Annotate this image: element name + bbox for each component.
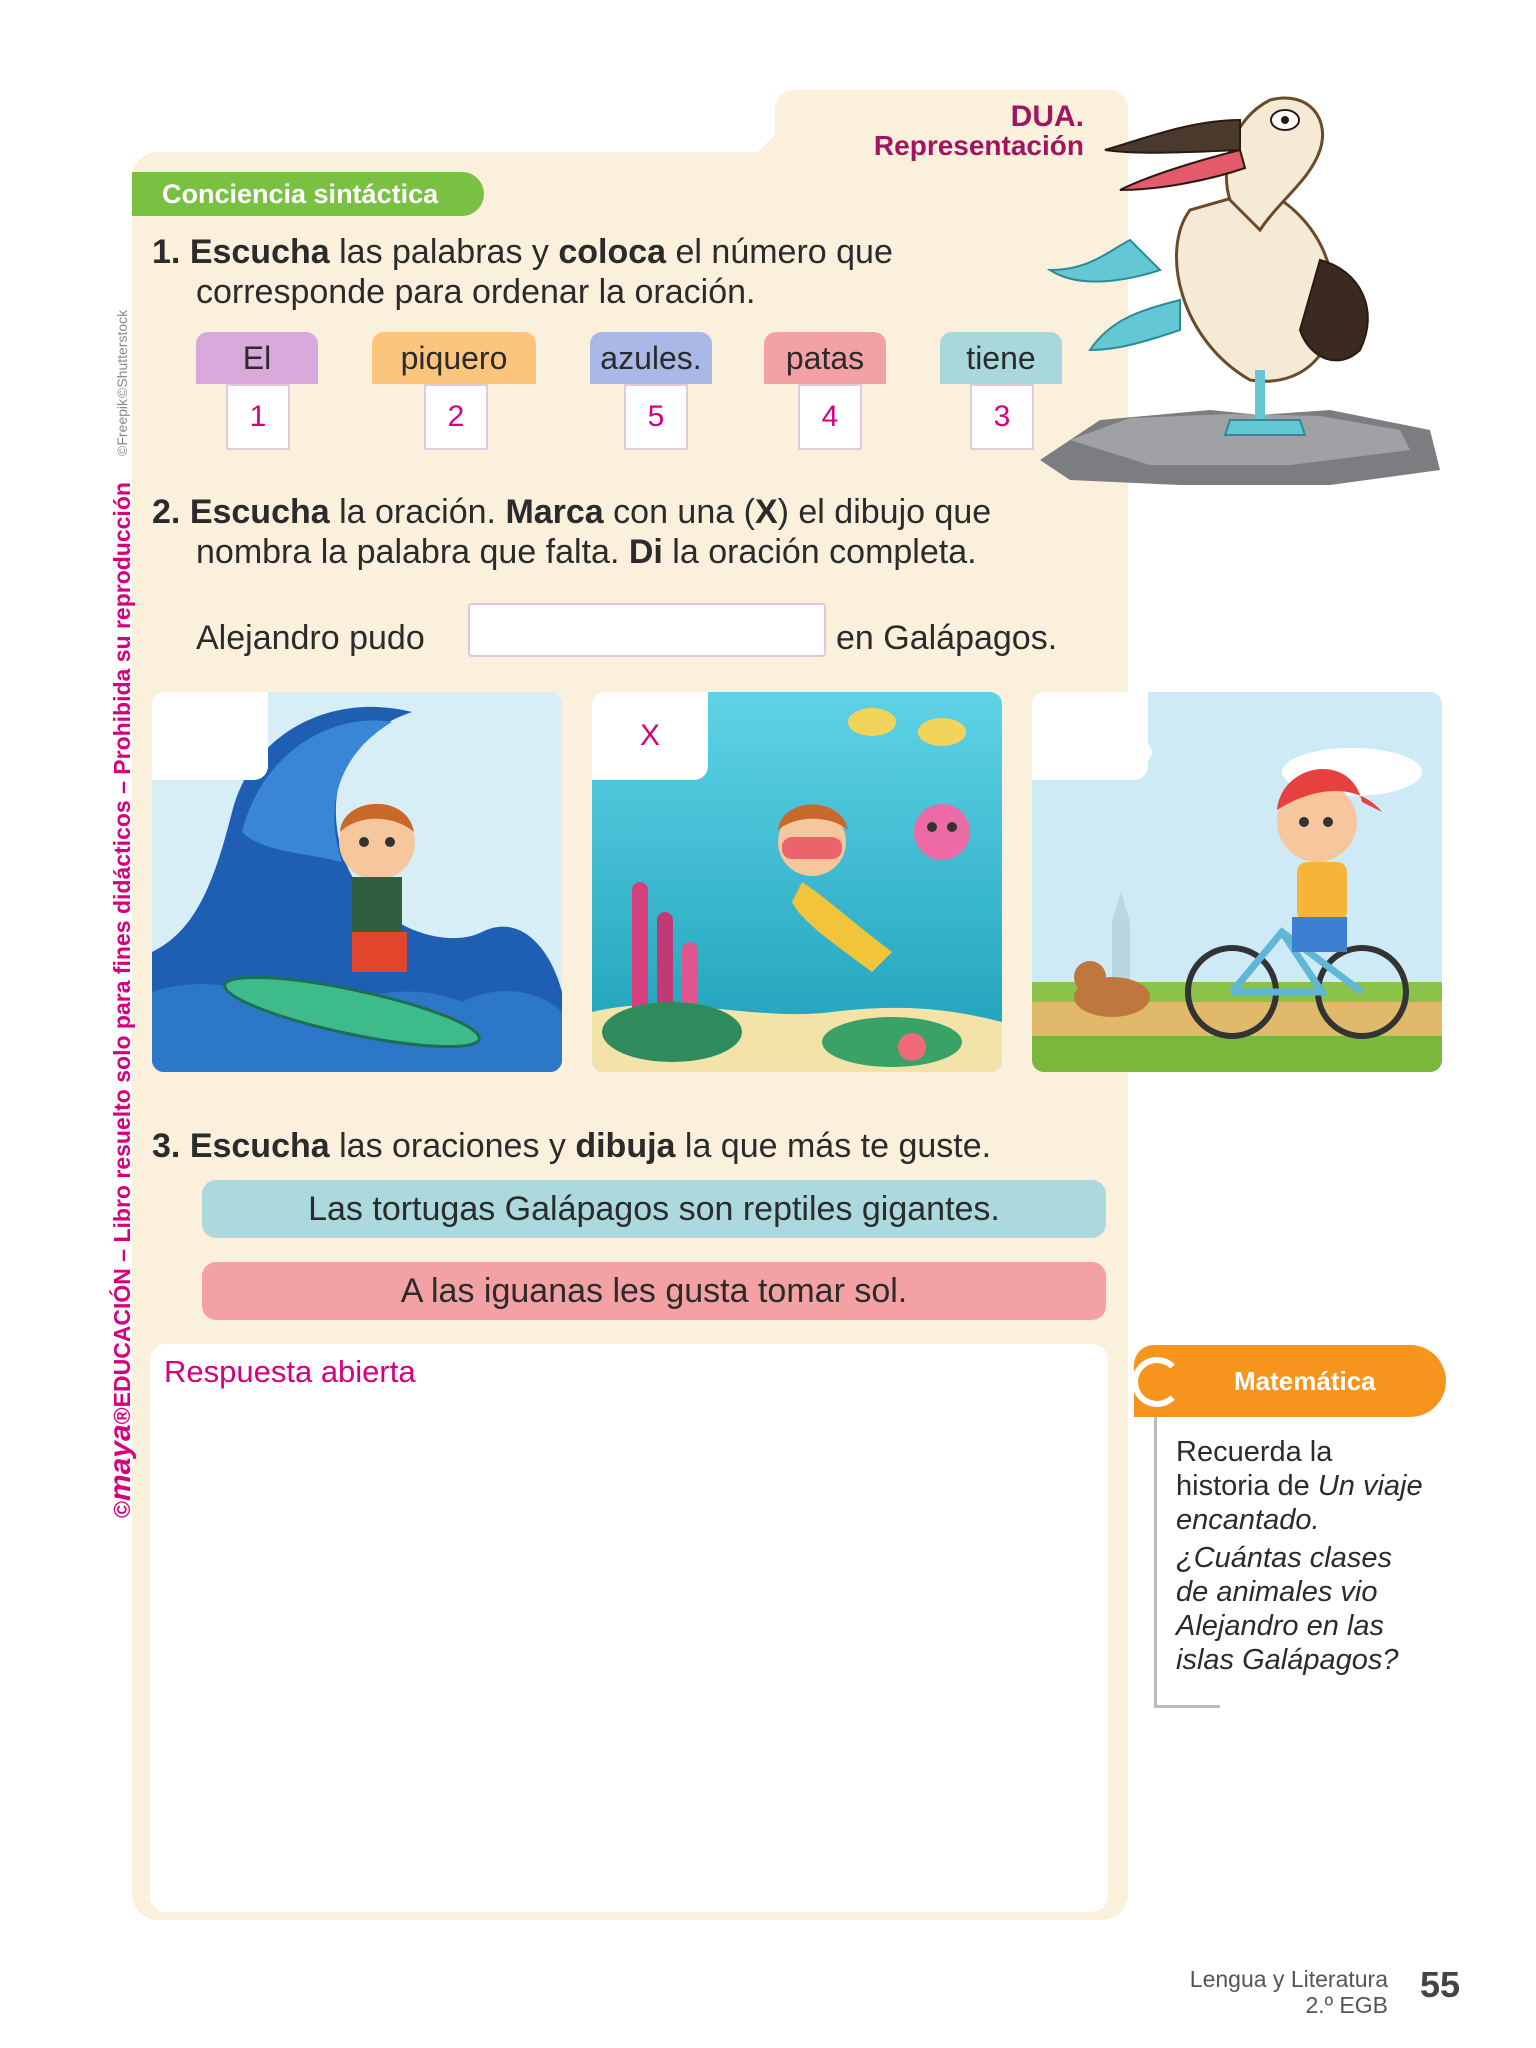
side-note-question-3: Alejandro en las <box>1176 1610 1384 1642</box>
math-tab: Matemática <box>1134 1345 1446 1417</box>
surfing-picture <box>152 692 562 1072</box>
page-number: 55 <box>1419 1964 1460 2005</box>
footer-grade: 2.º EGB <box>1305 1992 1388 2018</box>
side-note-question-1: ¿Cuántas clases <box>1176 1542 1392 1574</box>
sentence-option-1: Las tortugas Galápagos son reptiles gigantes. <box>202 1180 1106 1238</box>
question-2-verb-marca: Marca <box>505 493 604 531</box>
question-1-number: 1. <box>152 233 181 271</box>
sentence-start: Alejandro pudo <box>196 619 425 657</box>
question-3-number: 3. <box>152 1127 181 1165</box>
picture-check-box-3[interactable] <box>1032 692 1148 780</box>
copyright-symbol: © <box>109 1501 135 1518</box>
sentence-option-2: A las iguanas les gusta tomar sol. <box>202 1262 1106 1320</box>
cycling-picture <box>1032 692 1442 1072</box>
question-2-text-cont: con una ( <box>603 493 755 531</box>
order-number-box-3[interactable]: 5 <box>624 384 688 450</box>
footer-subject <box>1190 1966 1388 2018</box>
footer-subject-name: Lengua y Literatura <box>1189 1966 1388 1992</box>
credit-shutterstock: ©Shutterstock <box>114 309 130 398</box>
publisher-edu: EDUCACIÓN <box>109 1268 135 1408</box>
word-tile-1: El <box>196 332 318 384</box>
reproduction-notice: – Libro resuelto solo para fines didácticos – Prohibida su reproducción <box>109 482 135 1269</box>
picture-check-box-1[interactable] <box>152 692 268 780</box>
question-2-mark-symbol: X <box>754 493 778 531</box>
question-3-text: las oraciones y <box>329 1127 576 1165</box>
side-note-line2 <box>1176 1469 1466 1503</box>
word-tile-5: tiene <box>940 332 1062 384</box>
credit-freepik: ©Freepik <box>114 399 130 456</box>
sentence-end: en Galápagos. <box>836 619 1058 657</box>
question-1-verb-escucha: Escucha <box>189 233 330 271</box>
side-note-question-2: de animales vio <box>1176 1576 1378 1608</box>
question-1-instruction <box>152 232 893 272</box>
order-number-box-2[interactable]: 2 <box>424 384 488 450</box>
order-number-box-5[interactable]: 3 <box>970 384 1034 450</box>
order-number-box-4[interactable]: 4 <box>798 384 862 450</box>
side-note-line1: Recuerda la <box>1176 1436 1333 1468</box>
side-note-text <box>1176 1435 1466 1677</box>
question-1-line2: corresponde para ordenar la oración. <box>196 273 756 311</box>
question-2-text-cont2: ) el dibujo que <box>777 493 992 531</box>
drawing-answer-area[interactable] <box>150 1344 1108 1912</box>
question-3-verb-dibuja: dibuja <box>575 1127 676 1165</box>
question-2-verb-di: Di <box>628 533 663 571</box>
publisher-logo: maya <box>104 1424 137 1502</box>
question-2-line2-end: la oración completa. <box>662 533 977 571</box>
word-tile-3: azules. <box>590 332 712 384</box>
registered-mark: ® <box>109 1407 135 1425</box>
word-tile-2: piquero <box>372 332 536 384</box>
math-tab-c-mark <box>1132 1357 1182 1407</box>
diving-picture <box>592 692 1002 1072</box>
answer-text: Respuesta abierta <box>164 1354 416 1389</box>
picture-check-box-2[interactable]: X <box>592 692 708 780</box>
dua-title: DUA. <box>1010 100 1084 133</box>
worksheet-panel-slant <box>740 90 820 170</box>
note-border-vertical <box>1154 1417 1157 1707</box>
question-3-text-cont: la que más te guste. <box>675 1127 992 1165</box>
question-3-instruction <box>152 1126 991 1166</box>
question-2-line2-text: nombra la palabra que falta. <box>196 533 629 571</box>
section-label: Conciencia sintáctica <box>132 172 484 216</box>
question-3-verb-escucha: Escucha <box>189 1127 330 1165</box>
question-1-text-cont: el número que <box>666 233 893 271</box>
side-note-question-4: islas Galápagos? <box>1176 1644 1399 1676</box>
side-note-line3: encantado. <box>1176 1504 1320 1536</box>
order-number-box-1[interactable]: 1 <box>226 384 290 450</box>
question-2-number: 2. <box>152 493 181 531</box>
blue-footed-booby-illustration <box>1030 80 1450 500</box>
missing-word-blank[interactable] <box>468 603 826 657</box>
question-1-text: las palabras y <box>329 233 559 271</box>
note-border-horizontal <box>1154 1705 1220 1708</box>
word-tile-4: patas <box>764 332 886 384</box>
copyright-notice <box>104 482 138 1518</box>
question-1-verb-coloca: coloca <box>558 233 667 271</box>
question-2-text: la oración. <box>329 493 506 531</box>
dua-subtitle: Representación <box>873 130 1084 161</box>
question-2-instruction <box>152 492 991 532</box>
question-2-verb-escucha: Escucha <box>189 493 330 531</box>
question-2-line2 <box>196 532 977 572</box>
side-note-story-title: Un viaje <box>1317 1470 1423 1502</box>
side-note-line2-text: historia de <box>1176 1470 1318 1502</box>
